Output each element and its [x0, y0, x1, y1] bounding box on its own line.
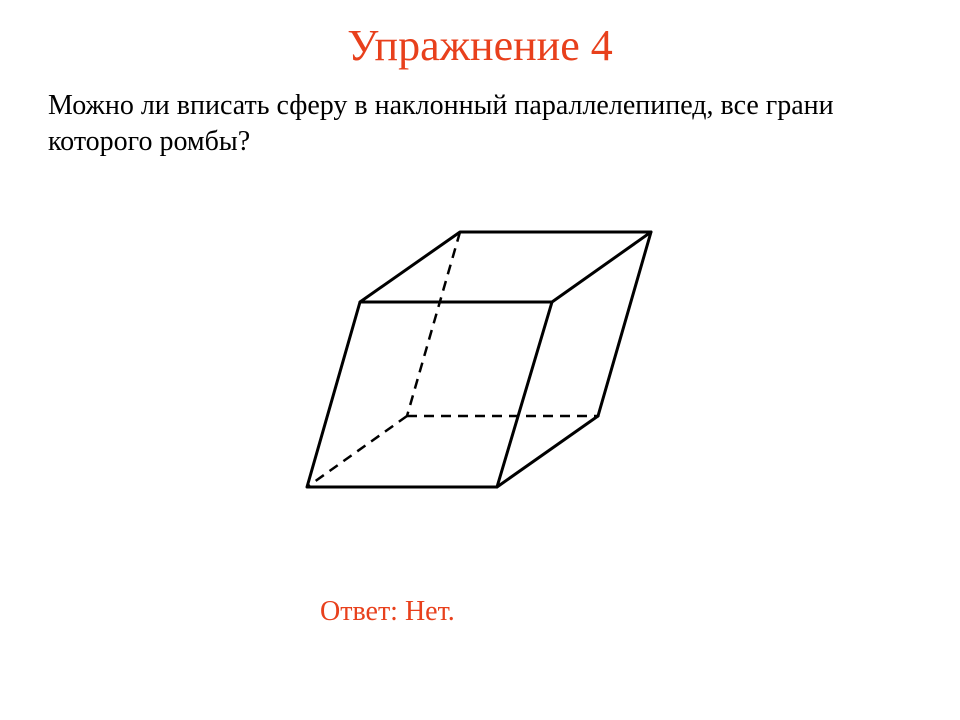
slide-title: Упражнение 4 — [347, 21, 613, 70]
hidden-vertical-edge — [407, 232, 460, 416]
bottom-right-edge — [497, 416, 598, 487]
right-back-edge — [598, 232, 651, 416]
top-face — [360, 232, 651, 302]
front-face — [307, 302, 552, 487]
question-text: Можно ли вписать сферу в наклонный параллелепипед, все грани которого ромбы? — [48, 90, 834, 157]
hidden-bottom-left-edge — [307, 416, 407, 487]
answer-text: Ответ: Нет. — [320, 596, 455, 627]
